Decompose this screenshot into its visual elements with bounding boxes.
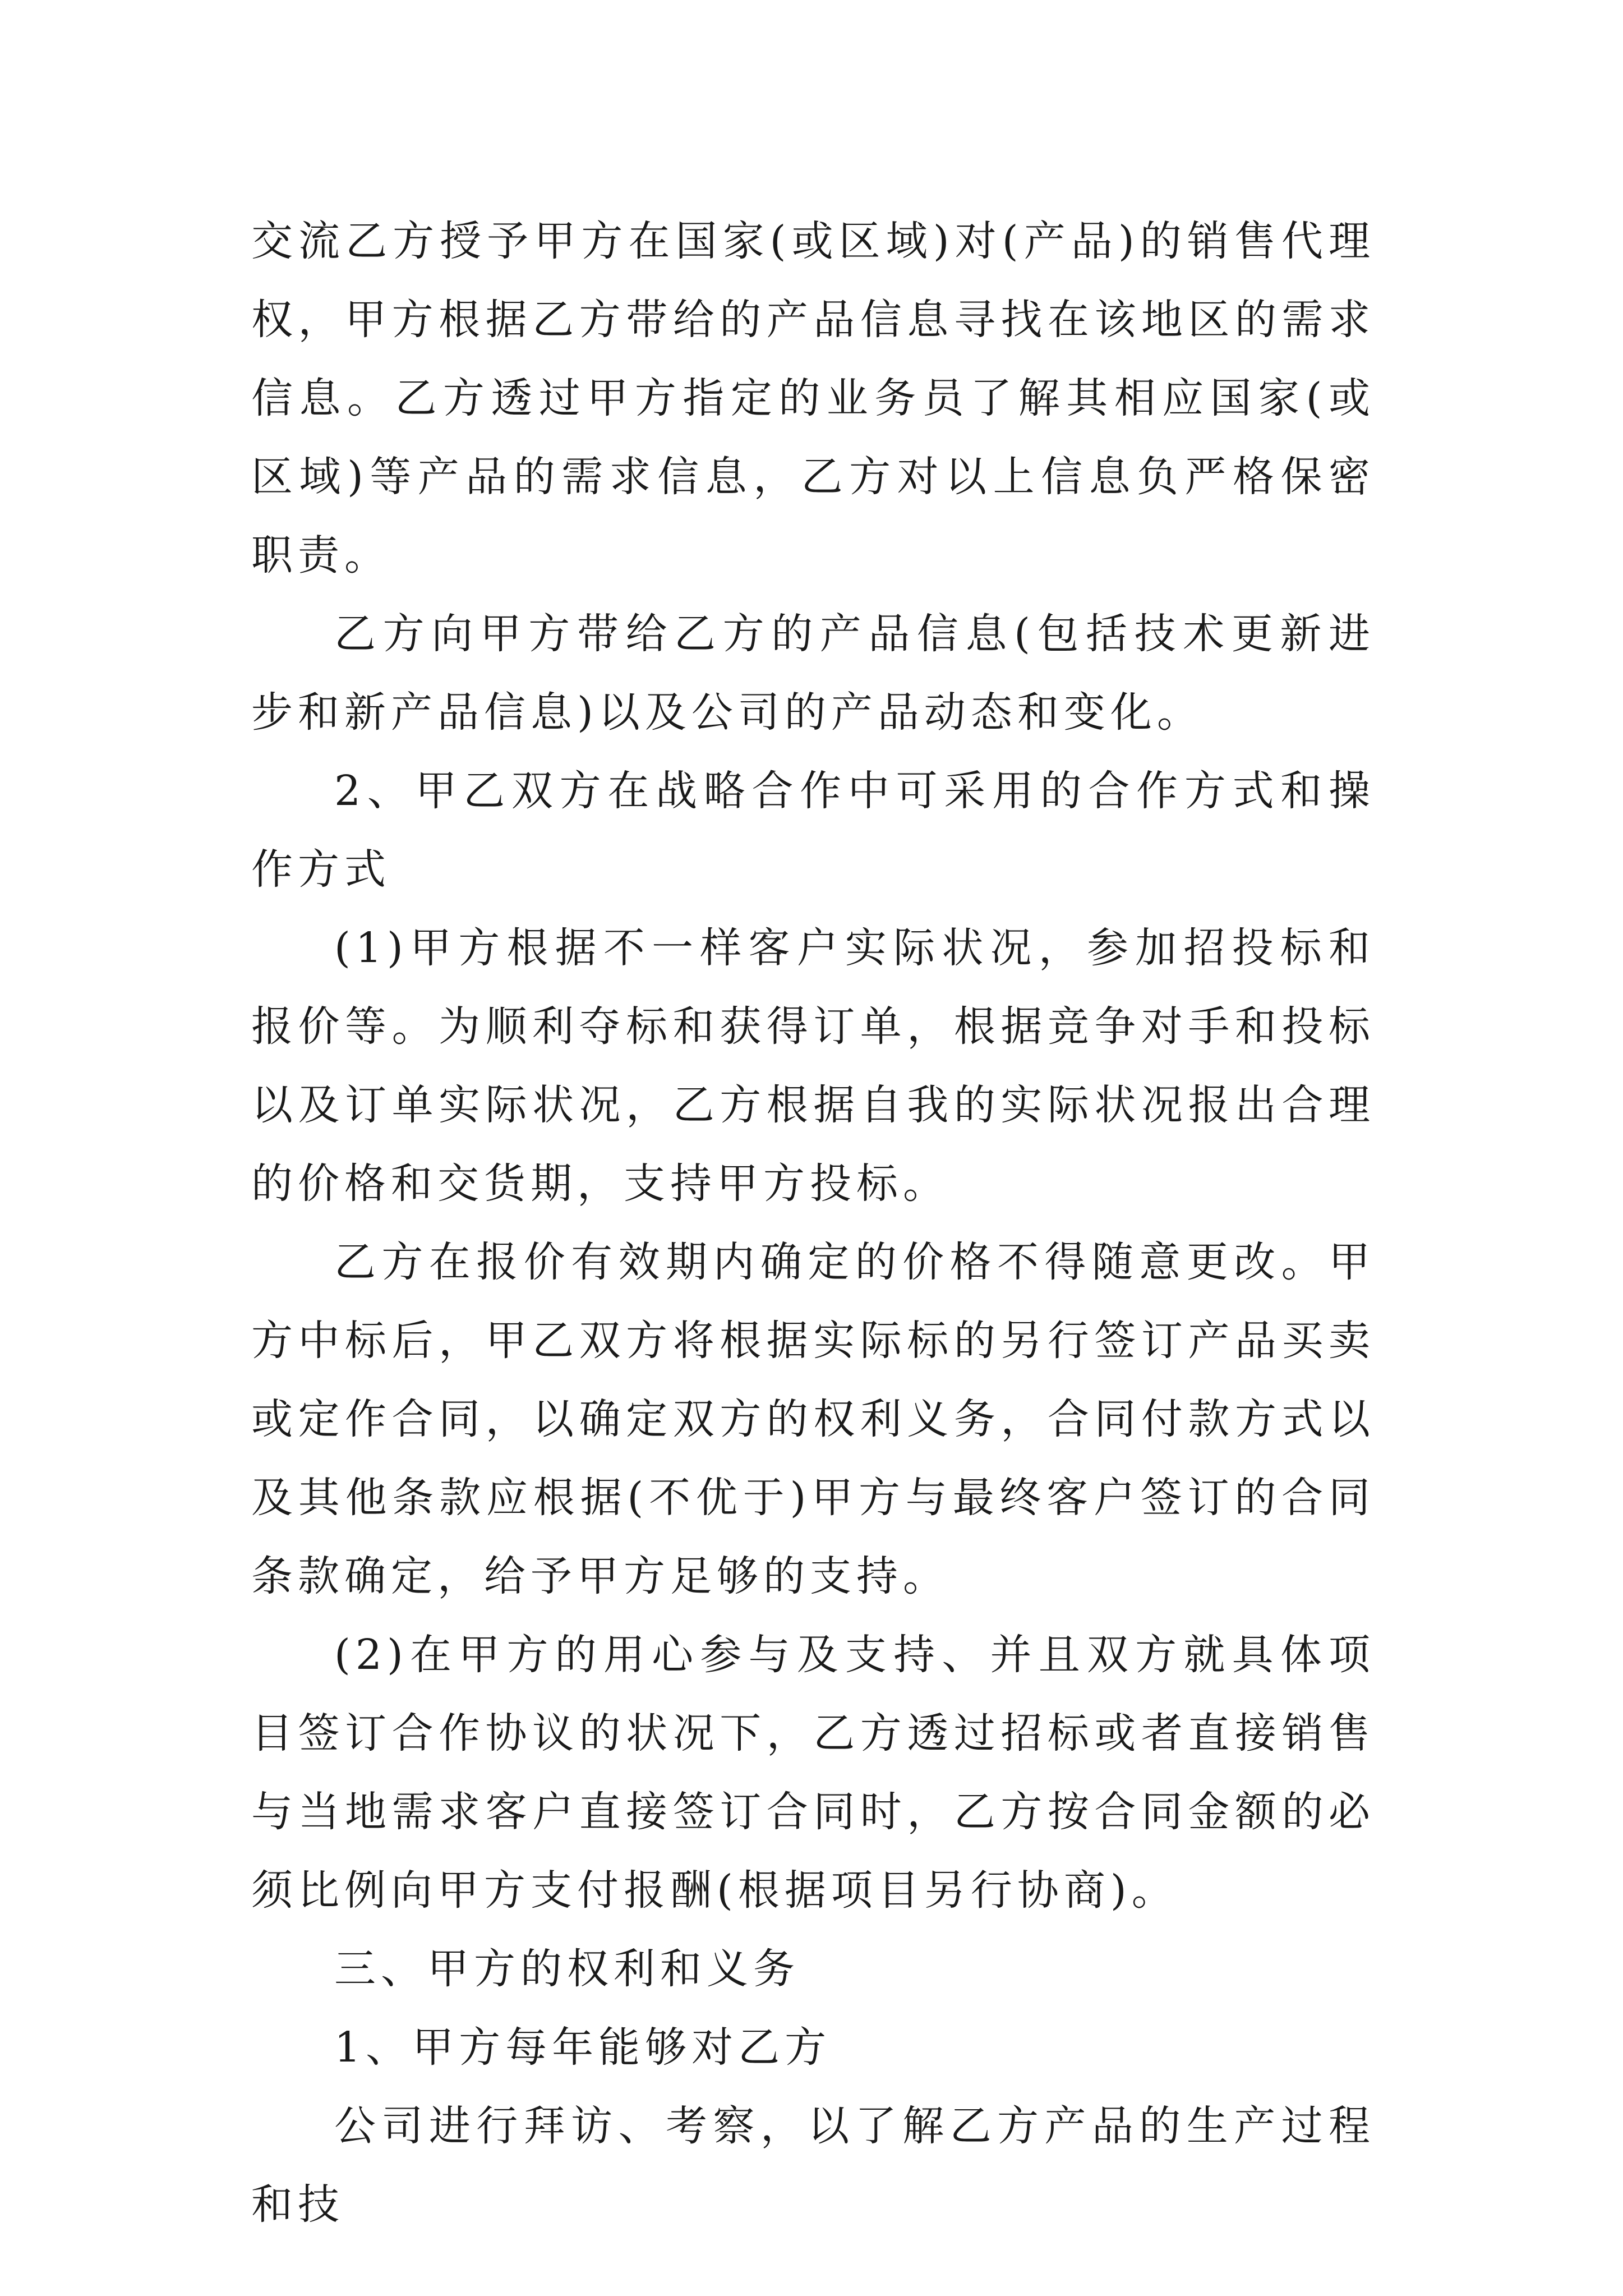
paragraph-8: 1、甲方每年能够对乙方 (334, 2023, 832, 2072)
paragraph-6: (2)在甲方的用心参与及支持、并且双方就具体项目签订合作协议的状况下，乙方透过招标或者直接销售与当地需求客户直接签订合同时，乙方按合同金额的必须比例向甲方支付报酬(根据项目另行协商)。 (251, 1631, 1375, 1915)
paragraph-2: 乙方向甲方带给乙方的产品信息(包括技术更新进步和新产品信息)以及公司的产品动态和变化。 (251, 610, 1375, 737)
paragraph-9: 公司进行拜访、考察，以了解乙方产品的生产过程和技 (251, 2102, 1375, 2229)
paragraph-1: 交流乙方授予甲方在国家(或区域)对(产品)的销售代理权，甲方根据乙方带给的产品信息寻找在该地区的需求信息。乙方透过甲方指定的业务员了解其相应国家(或区域)等产品的需求信息，乙方对以上信息负严格保密职责。 (251, 217, 1375, 579)
document-body (251, 202, 1375, 2244)
paragraph-4: (1)甲方根据不一样客户实际状况，参加招投标和报价等。为顺利夺标和获得订单，根据竞争对手和投标以及订单实际状况，乙方根据自我的实际状况报出合理的价格和交货期，支持甲方投标。 (251, 924, 1375, 1208)
section-heading: 三、甲方的权利和义务 (334, 1945, 800, 1993)
paragraph-3: 2、甲乙双方在战略合作中可采用的合作方式和操作方式 (251, 767, 1375, 894)
paragraph-5: 乙方在报价有效期内确定的价格不得随意更改。甲方中标后，甲乙双方将根据实际标的另行签订产品买卖或定作合同，以确定双方的权利义务，合同付款方式以及其他条款应根据(不优于)甲方与最终客户签订的合同条款确定，给予甲方足够的支持。 (251, 1238, 1375, 1600)
